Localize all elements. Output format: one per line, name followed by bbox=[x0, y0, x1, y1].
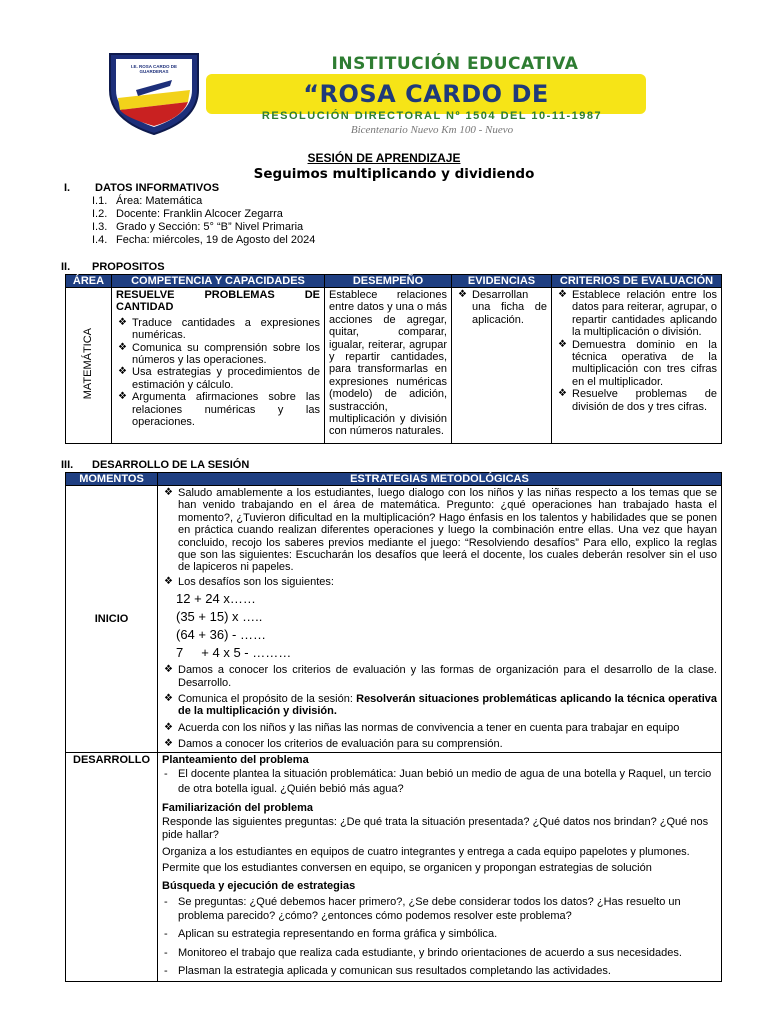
moment-desarrollo: DESARROLLO bbox=[66, 752, 158, 981]
competencia-title: RESUELVE PROBLEMAS DE CANTIDAD bbox=[116, 289, 320, 314]
list-item: ❖ Desarrollan una ficha de aplicación. bbox=[458, 289, 547, 326]
list-item: - Aplican su estrategia representando en forma gráfica y simbólica. bbox=[164, 928, 498, 941]
page-subtitle: Seguimos multiplicando y dividiendo bbox=[253, 166, 535, 182]
challenge-item: (64 + 36) - …… bbox=[176, 627, 266, 643]
school-name-banner bbox=[206, 74, 646, 114]
page-title: SESIÓN DE APRENDIZAJE bbox=[307, 151, 461, 165]
col-header-estrategias: ESTRATEGIAS METODOLÓGICAS bbox=[158, 473, 722, 486]
inicio-content bbox=[158, 486, 722, 753]
col-header-momentos: MOMENTOS bbox=[66, 473, 158, 486]
list-item: ❖ Los desafíos son los siguientes: bbox=[164, 575, 334, 588]
subheading: Planteamiento del problema bbox=[162, 753, 309, 766]
list-item: ❖ Comunica su comprensión sobre los números y las operaciones. bbox=[118, 341, 320, 367]
desarrollo-content bbox=[158, 752, 722, 981]
challenge-item: 7 + 4 x 5 - ……… bbox=[176, 645, 292, 661]
list-item: ❖ Resuelve problemas de división de dos y tres cifras. bbox=[558, 388, 717, 413]
motto-text: Bicentenario Nuevo Km 100 - Nuevo bbox=[350, 124, 514, 136]
challenge-item: 12 + 24 x…… bbox=[176, 591, 256, 607]
list-item: ❖ Acuerda con los niños y las niñas las normas de convivencia a tener en cuenta para trabajar en equipo bbox=[164, 721, 680, 734]
area-cell bbox=[66, 288, 112, 444]
list-item: - El docente plantea la situación problemática: Juan bebió un medio de agua de una botella y Raquel, un tercio de otra botella igual. ¿Quién bebió más agua? bbox=[164, 768, 712, 796]
challenge-item: (35 + 15) x ….. bbox=[176, 609, 263, 625]
area-label: MATEMÁTICA bbox=[82, 328, 95, 400]
col-header-criterios: CRITERIOS DE EVALUACIÓN bbox=[552, 275, 722, 288]
list-item: ❖ Comunica el propósito de la sesión: Resolverán situaciones problemáticas aplicando la técnica operativa de la multiplicación y división. bbox=[164, 693, 717, 718]
list-item: ❖ Argumenta afirmaciones sobre las relaciones numéricas y las operaciones. bbox=[118, 391, 320, 429]
desarrollo-table bbox=[65, 472, 722, 982]
list-item: - Plasman la estrategia aplicada y comunican sus resultados completando las actividades. bbox=[164, 965, 611, 978]
col-header-desempeno: DESEMPEÑO bbox=[325, 275, 452, 288]
list-item: ❖ Demuestra dominio en la técnica operativa de la multiplicación con tres cifras en el multiplicador. bbox=[558, 338, 717, 388]
capacidades-list bbox=[116, 317, 320, 429]
list-item: - Se preguntas: ¿Qué debemos hacer primero?, ¿Se debe considerar todos los datos? ¿Has resuelto un problema parecido? ¿cómo? ¿entonces cómo podemos resolver este problema? bbox=[164, 896, 681, 922]
criterios-list bbox=[556, 289, 717, 413]
subheading: Búsqueda y ejecución de estrategias bbox=[162, 879, 356, 892]
propositos-table bbox=[65, 274, 722, 444]
list-item: ❖ Damos a conocer los criterios de evaluación para su comprensión. bbox=[164, 738, 503, 751]
competencia-cell bbox=[112, 288, 325, 444]
paragraph: Organiza a los estudiantes en equipos de cuatro integrantes y entrega a cada equipo papelotes y plumones. bbox=[162, 845, 690, 858]
list-item: ❖ Saludo amablemente a los estudiantes, luego dialogo con los niños y las niñas respecto a los temas que se han venido trabajando en el área de matemática. Pregunto: ¿qué operaciones han trabajado hasta el momento?, ¿Tuvieron dificultad en la multiplicación? Hago énfasis en los talentos y habilidades que se ponen en práctica cuando realizan diferentes operaciones y luego la combinación entre ellas. Una vez que hayan concluido, recojo los saberes previos mediante el juego: “Resolviendo desafíos” Para ello, explico la reglas que son las siguientes: Escucharán los desafíos que leerá el docente, los cuales deberán resolver sin el uso de lapiceros ni papeles. bbox=[164, 487, 717, 574]
list-item: ❖ Establece relación entre los datos para reiterar, agrupar, o repartir cantidades aplicando la multiplicación o división. bbox=[558, 289, 717, 339]
logo-text: I.E. ROSA CARDO DE GUARDERAS bbox=[130, 64, 178, 74]
col-header-competencia: COMPETENCIA Y CAPACIDADES bbox=[112, 275, 325, 288]
list-item: ❖ Damos a conocer los criterios de evaluación y las formas de organización para el desarrollo de la clase. Desarrollo. bbox=[164, 664, 717, 689]
paragraph: Permite que los estudiantes conversen en equipo, se organicen y propongan estrategias de solución bbox=[162, 862, 652, 875]
criterios-cell bbox=[552, 288, 722, 444]
evidencias-cell bbox=[452, 288, 552, 444]
paragraph: Responde las siguientes preguntas: ¿De qué trata la situación presentada? ¿Qué datos nos brindan? ¿Qué nos pide hallar? bbox=[162, 815, 709, 842]
school-name: “ROSA CARDO DE bbox=[303, 80, 549, 108]
list-item: ❖ Traduce cantidades a expresiones numéricas. bbox=[118, 316, 320, 342]
desempeno-cell: Establece relaciones entre datos y una o más acciones de agregar, quitar, comparar, igualar, reiterar, agrupar y repartir cantidades, para transformarlas en expresiones numéricas (modelo) de adición, sustracción, multiplicación y división con números naturales. bbox=[325, 288, 452, 444]
school-logo bbox=[106, 50, 202, 136]
list-item: ❖ Usa estrategias y procedimientos de estimación y cálculo. bbox=[118, 366, 320, 391]
col-header-evidencias: EVIDENCIAS bbox=[452, 275, 552, 288]
col-header-area: ÁREA bbox=[66, 275, 112, 288]
institution-label: INSTITUCIÓN EDUCATIVA bbox=[331, 54, 579, 74]
inicio-list bbox=[162, 487, 717, 588]
list-item: - Monitoreo el trabajo que realiza cada estudiante, y brindo orientaciones de acuerdo a sus necesidades. bbox=[164, 946, 682, 959]
subheading: Familiarización del problema bbox=[162, 802, 313, 815]
resolution-text: RESOLUCIÓN DIRECTORAL Nº 1504 DEL 10-11-1987 bbox=[261, 110, 603, 122]
moment-inicio: INICIO bbox=[66, 486, 158, 753]
